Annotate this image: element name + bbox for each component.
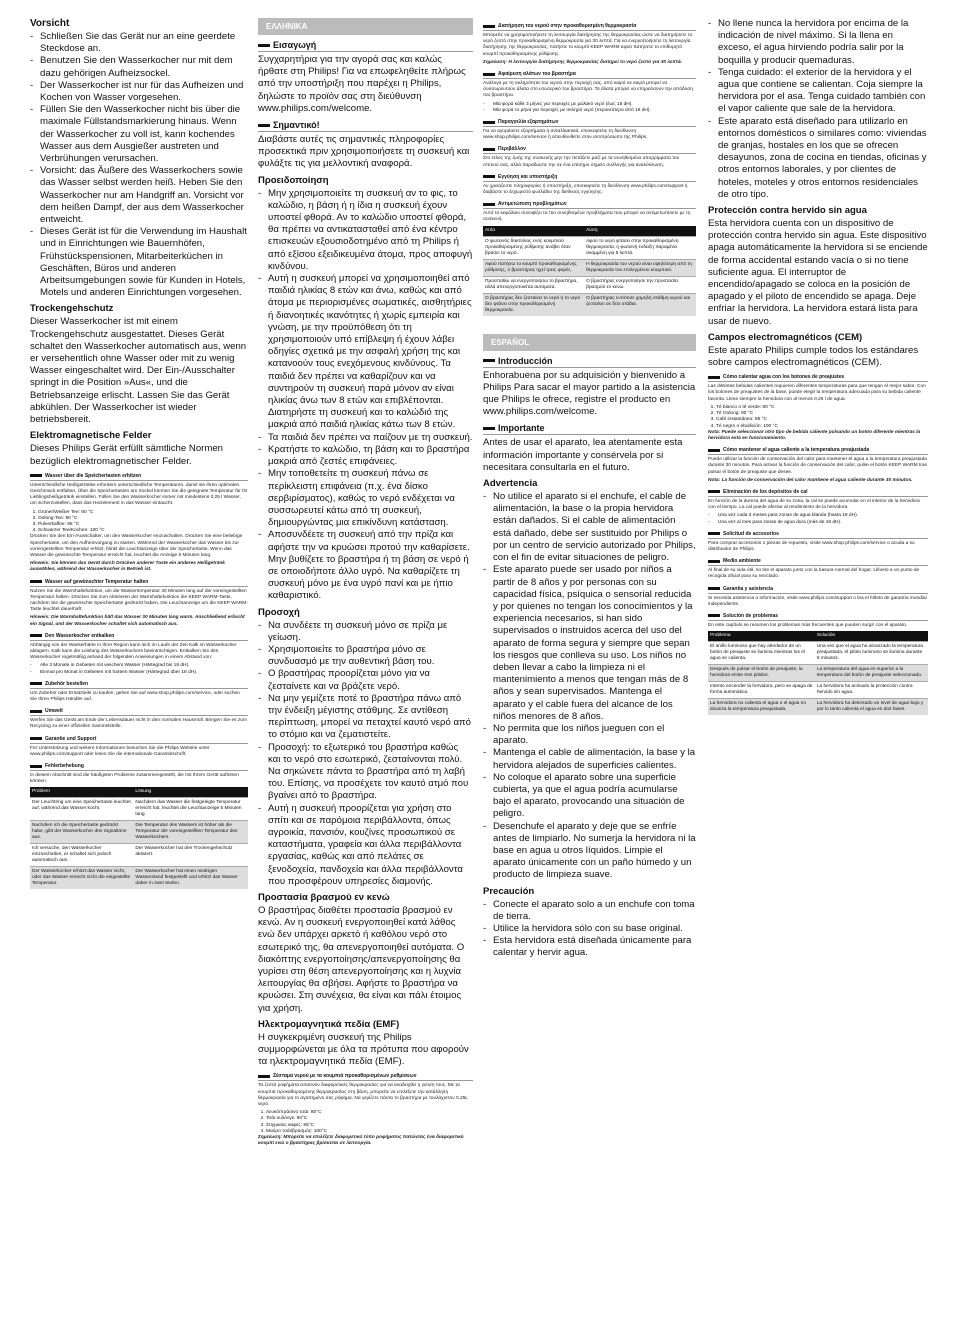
column-greek [258, 18, 473, 1149]
list-item: - Αποσυνδέετε τη συσκευή από την πρίζα και αφήστε την να κρυώσει προτού την καθαρίσετε. Μην βυθίζετε το βραστήρα ή τη βάση σε νερό ή σε οποιοδήποτε άλλο υγρό. Να καθαρίζετε τη συσκευή μόνο με ένα υγρό πανί και με ήπιο καθαριστικό. [258, 529, 473, 602]
list-item: 4. Μαύρο τσάι/βρασμός: 100°C [266, 1129, 473, 1135]
descale-list [708, 513, 928, 525]
section-text: En función de la dureza del agua de su zona, la cal se puede acumular en el interior de la hervidora con el tiempo. La cal puede afectar al rendimiento de la hervidora. [708, 498, 920, 511]
list-item: - No permita que los niños jueguen con el aparato. [483, 723, 696, 747]
list-item: 2. Té Oolong: 90 °C [716, 411, 928, 417]
intro-text: Συγχαρητήρια για την αγορά σας και καλώς ήρθατε στη Philips! Για να επωφεληθείτε πλήρως από την υποστήριξη που παρέχει η Philips, δηλώστε το προϊόν σας στη διεύθυνση www.philips.com/welcome. [258, 54, 466, 114]
section-bar: Παραγγελία εξαρτημάτων [483, 119, 696, 127]
section-text: Al final de su vida útil, no tire el aparato junto con la basura normal del hogar. Llévelo a un punto de recogida oficial para su reciclado. [708, 568, 920, 580]
section-text: Abhängig von der Wasserhärte in Ihrer Region kann sich im Laufe der Zeit Kalk im Wasserkocher ablagern. Kalk kann die Leistung des Wasserkochers beeinträchtigen. Entkalken Sie den Wasserkocher regelmäßig anhand der folgenden Anweisungen in einem Abstand von: [30, 642, 237, 661]
list-item: 3. Café instantáneo: 95 °C [716, 417, 928, 423]
emf-text: Η συγκεκριμένη συσκευή της Philips συμμορφώνεται με όλα τα πρότυπα που αφορούν τα ηλεκτρομαγνητικά πεδία (EMF). [258, 1031, 469, 1068]
list-item: - Vorsicht: das Äußere des Wasserkochers sowie das Wasser selbst werden heiß. Heben Sie den Wasserkocher nur am Handgriff an. Vorsicht vor dem heißen Dampf, der aus dem Wasserkocher entweicht. [30, 165, 248, 226]
troubleshooting-table [483, 226, 696, 316]
descale-list [30, 663, 248, 675]
section-bar: Solución de problemas [708, 613, 928, 621]
note: Nota: Puede seleccionar otro tipo de bebida caliente pulsando un botón diferente mientras la hervidora está en funcionamiento. [708, 429, 921, 441]
section-text: Στο τέλος της ζωής της συσκευής μην την πετάξετε μαζί με τα συνηθισμένα απορρίμματα του σπιτιού σας, αλλά παραδώστε την σε ένα επίσημο σημείο συλλογής για ανακύκλωση. [483, 156, 680, 168]
table-row: Αφού πατήσω το κουμπί προκαθορισμένης ρύθμισης, ο βραστήρας ηχεί τρεις φορές. Η θερμοκρασία του νερού είναι υψηλότερη από τη θερμοκρασία του επιλεγμένου κουμπιού. [483, 259, 696, 276]
table-row: Intento encender la hervidora, pero se apaga de forma automática. La hervidora ha activado la protección contra hervido sin agua. [708, 682, 928, 699]
trocken-heading: Trockengehschutz [30, 303, 114, 315]
list-item: - Κρατήστε το καλώδιο, τη βάση και το βραστήρα μακριά από ζεστές επιφάνειες. [258, 444, 473, 468]
list-item: - Ο βραστήρας προορίζεται μόνο για να ζεσταίνετε και να βράζετε νερό. [258, 668, 473, 692]
list-item: - Benutzen Sie den Wasserkocher nur mit dem dazu gehörigen Aufheizsockel. [30, 55, 248, 79]
list-item: - Τα παιδιά δεν πρέπει να παίζουν με τη συσκευή. [258, 432, 473, 444]
descale-list [483, 102, 696, 114]
section-bar: Garantie und Support [30, 736, 248, 744]
table-header: Problem [30, 787, 133, 798]
section-bar: Περιβάλλον [483, 146, 696, 154]
list-item: - Conecte el aparato solo a un enchufe con toma de tierra. [483, 899, 696, 923]
emf-text: Este aparato Philips cumple todos los estándares sobre campos electromagnéticos (CEM). [708, 344, 919, 369]
list-item: - Tenga cuidado: el exterior de la hervidora y el agua que contiene se calientan. Coja siempre la hervidora por el asa. Tenga cuidado también con el vapor caliente que sale de la hervidora. [708, 67, 928, 116]
list-item: 3. Στιγμιαίος καφές: 95°C [266, 1123, 473, 1129]
emf-heading: Elektromagnetische Felder [30, 430, 152, 442]
section-bar: Importante [483, 423, 696, 435]
section-bar: Garantía y asistencia [708, 586, 928, 594]
section-text: Si necesita asistencia o información, visite www.philips.com/support o lea el folleto de garantía mundial independiente. [708, 595, 927, 607]
list-item: - Dieses Gerät ist für die Verwendung im Haushalt und in Einrichtungen wie Bauernhöfen, Frühstückspensionen, Mitarbeiterküchen in Geschäften, Büros und anderen Arbeitsumgebungen sowie für Kunden in Hotels, Motels und anderen Einrichtungen vorgesehen. [30, 226, 248, 299]
caution-list-cont [708, 18, 928, 201]
section-bar: Eliminación de los depósitos de cal [708, 489, 928, 497]
section-text: Für Unterstützung und weitere Informationen besuchen Sie die Philips Website unter www.philips.com/support oder lesen Sie die internationale Garantieschrift. [30, 745, 210, 757]
list-item: - Μην χρησιμοποιείτε τη συσκευή αν το φις, το καλώδιο, η βάση ή η ίδια η συσκευή έχουν υποστεί φθορά. Αν το καλώδιο υποστεί φθορά, θα πρέπει να αντικατασταθεί από ένα κέντρο επισκευών εξουσιοδοτημένο από τη Philips ή από εξίσου εξειδικευμένα άτομα, προς αποφυγή κινδύνου. [258, 188, 473, 273]
section-bar: Εγγύηση και υποστήριξη [483, 174, 696, 182]
section-bar: Fehlerbehebung [30, 763, 248, 771]
list-item: 1. Té blanco o té verde: 80 °C [716, 405, 928, 411]
table-header: Λύση [584, 226, 696, 237]
intro-text: Enhorabuena por su adquisición y bienvenido a Philips Para sacar el mayor partido a la asistencia que Philips le ofrece, registre el producto en www.philips.com/welcome. [483, 369, 696, 418]
language-band: ΕΛΛΗΝΙΚΑ [258, 18, 473, 35]
emf-heading: Ηλεκτρομαγνητικά πεδία (EMF) [258, 1018, 400, 1030]
section-text: In diesem Abschnitt sind die häufigsten Probleme zusammengestellt, die mit Ihrem Gerät auftreten können. [30, 773, 239, 785]
temperature-list [708, 405, 928, 430]
column-greek-spanish [483, 18, 696, 960]
list-item: - Προσοχή: το εξωτερικό του βραστήρα καθώς και το νερό στο εσωτερικό, ζεσταίνονται πολύ. Να σηκώνετε πάντα το βραστήρα από τη λαβή του. Επίσης, να προσέχετε τον καυτό ατμό που βγαίνει από το βραστήρα. [258, 742, 473, 803]
section-text: Puede utilizar la función de conservación del calor para mantener el agua a la temperatura preajustada durante 30 minutos. Para activar la función de conservación del calor, pulse el botón KEEP WARM tras pulsar el botón de preajuste que desee. [708, 457, 927, 475]
list-item: - Να μην γεμίζετε ποτέ το βραστήρα πάνω από την ένδειξη μέγιστης στάθμης. Σε αντίθεση περίπτωση, μπορεί να πεταχτεί καυτό νερό από το στόμιο και να ζεματιστείτε. [258, 693, 473, 742]
temperature-list [258, 1110, 473, 1135]
section-text: Αν χρειάζεστε πληροφορίες ή υποστήριξη, επισκεφτείτε τη διεύθυνση www.philips.com/support ή διαβάστε το ξεχωριστό φυλλάδιο της διεθνούς εγγύησης. [483, 183, 688, 196]
table-row: Nachdem ich die Speichertaste gedrückt habe, gibt der Wasserkocher drei Signaltöne aus. Die Temperatur des Wassers ist höher als die Temperatur der voreingestellten Temperatur des Wasserkochers. [30, 821, 248, 844]
emf-text: Dieses Philips Gerät erfüllt sämtliche Normen bezüglich elektromagnetischer Felder. [30, 443, 224, 467]
dry-boil-text: Ο βραστήρας διαθέτει προστασία βρασμού εν κενώ. Αν η συσκευή ενεργοποιηθεί κατά λάθος ενώ δεν υπάρχει αρκετό ή καθόλου νερό στο εσωτερικό της, θα απενεργοποιηθεί αυτόματα. Ο διακόπτης ενεργοποίησης/απενεργοποίησης θα γυρίσει στη θέση απενεργοποίησης και η λυχνία λειτουργίας θα σβήσει. Αφήστε το βραστήρα να κρυώσει. Στη συνέχεια, θα είναι και πάλι έτοιμος για χρήση. [258, 905, 465, 1014]
note: Σημείωση: Μπορείτε να επιλέξετε διαφορετικό τύπο ροφήματος πατώντας ένα διαφορετικό κουμπί ενώ ο βραστήρας βρίσκεται σε λειτουργία. [258, 1135, 464, 1147]
vorsicht-list [30, 31, 248, 299]
table-header: Lösung [133, 787, 248, 798]
troubleshooting-table [708, 631, 928, 715]
list-item: - Una vez al mes para zonas de agua dura (más de 18 dH). [708, 520, 928, 526]
section-text: Um Zubehör oder Ersatzteile zu kaufen, gehen Sie auf www.shop.philips.com/service, oder suchen Sie Ihren Philips Händler auf. [30, 690, 240, 702]
section-text: Las distintas bebidas calientes requieren diferentes temperaturas para que tengan el mejor sabor. Con los botones de preajustes de la base, puede elegir la temperatura adecuada para su bebida caliente favorita. Llene siempre la hervidora con al menos 0,25 l de agua. [708, 384, 926, 402]
warning-heading: Προειδοποίηση [258, 174, 329, 186]
section-bar: Εισαγωγή [258, 40, 473, 52]
caution-list [258, 620, 473, 888]
list-item: - Αυτή η συσκευή μπορεί να χρησιμοποιηθεί από παιδιά ηλικίας 8 ετών και άνω, καθώς και από άτομα με περιορισμένες σωματικές, αισθητήριες ή διανοητικές ικανότητες ή χωρίς εμπειρία και γνώση, με την προϋπόθεση ότι τη χρησιμοποιούν υπό επίβλεψη ή έχουν λάβει οδηγίες σχετικά με την ασφαλή χρήση της και κατανοούν τους ενεχόμενους κινδύνους. Τα παιδιά δεν πρέπει να καθαρίζουν και να συντηρούν τη συσκευή παρά μόνον αν είναι ηλικίας άνω των 8 ετών και επιβλέπονται. Διατηρήστε τη συσκευή και το καλώδιό της μακριά από παιδιά ηλικίας κάτω των 8 ετών. [258, 273, 473, 432]
list-item: - Esta hervidora está diseñada únicamente para calentar y hervir agua. [483, 935, 696, 959]
warning-heading: Advertencia [483, 478, 538, 490]
vorsicht-heading: Vorsicht [30, 18, 70, 29]
list-item: 1. Grüner/Weißer Tee: 80 °C [38, 510, 248, 516]
list-item: 1. Λευκό/πράσινο τσάι: 80°C [266, 1110, 473, 1116]
list-item: - Utilice la hervidora sólo con su base original. [483, 923, 696, 935]
section-bar: Σημαντικό! [258, 120, 473, 132]
list-item: - Μία φορά το μήνα για περιοχές με σκληρό νερό (περισσότερο από 18 dH). [483, 108, 696, 114]
section-text: Unterschiedliche Heißgetränke erfordern unterschiedliche Temperaturen, damit sie ihren optimalen Geschmack entfalten. Über die Speichertasten am Sockel können Sie die geeignete Temperatur für Ihr Lieblingsheißgetränk einstellen. Füllen Sie den Wasserkocher immer mit mindestens 0,25 l Wasser, um sicherzustellen, dass das Heizelement in das Wasser eintaucht. [30, 482, 248, 507]
list-item: - Füllen Sie den Wasserkocher nicht bis über die maximale Füllstandsmarkierung hinaus. Wenn der Wasserkocher zu voll ist, kann kochendes Wasser aus dem Ausgießer austreten und Verbrühungen verursachen. [30, 104, 248, 165]
table-row: La hervidora no calienta el agua o el agua no alcanza la temperatura preajustada. La hervidora ha detectado un nivel de agua bajo y por lo tanto calienta el agua en dos fases. [708, 699, 928, 716]
list-item: 2. Oolong-Tee: 90 °C [38, 516, 248, 522]
trocken-text: Dieser Wasserkocher ist mit einem Trockengehschutz ausgestattet. Dieses Gerät schaltet den Wasserkocher automatisch aus, wenn er versehentlich ohne Wasser oder mit zu wenig Wasser eingeschaltet wird. Der Ein-/Ausschalter springt in die Position »Aus«, und die Betriebsanzeige erlischt. Lassen Sie das Gerät abkühlen. Der Wasserkocher ist wieder betriebsbereit. [30, 316, 247, 426]
language-band: ESPAÑOL [483, 334, 696, 351]
troubleshooting-table [30, 787, 248, 889]
section-text: Μπορείτε να χρησιμοποιήσετε τη λειτουργία διατήρησης της θερμοκρασίας ώστε να διατηρήσετε το νερό ζεστό στην προκαθορισμένη θερμοκρασία για 30 λεπτά. Για να ενεργοποιήσετε τη λειτουργία διατήρησης της θερμοκρασίας, πατήστε το κουμπί KEEP WARM αφού πατήσετε το επιθυμητό κουμπί προκαθορισμένης ρύθμισης. [483, 33, 693, 57]
important-text: Antes de usar el aparato, lea atentamente esta información importante y consérvela por si necesitara consultarla en el futuro. [483, 437, 683, 473]
table-header: Problema [708, 631, 815, 642]
list-item: 2. Τσάι ουλόνγκ: 90°C [266, 1116, 473, 1122]
table-row: Ο φωτεινός δακτύλιος ενός κουμπιού προκαθορισμένης ρύθμισης ανάβει όταν βράσει το νερό. Αφού το νερό φτάσει στην προκαθορισμένη θερμοκρασία, η φωτεινή ένδειξη παραμένει αναμμένη για 5 λεπτά. [483, 236, 696, 259]
list-item: - No llene nunca la hervidora por encima de la indicación de nivel máximo. Si la llena en exceso, el agua hirviendo podría salir por la boquilla y producir quemaduras. [708, 18, 928, 67]
section-text: En este capítulo se resumen los problemas más frecuentes que pueden surgir con el aparato. [708, 622, 908, 628]
list-item: - Αυτή η συσκευή προορίζεται για χρήση στο σπίτι και σε παρόμοια περιβάλλοντα, όπως αγροικία, πανσιόν, κουζίνες προσωπικού σε καταστήματα, γραφεία και άλλα περιβάλλοντα εργασίας, καθώς και από πελάτες σε ξενοδοχεία, πανδοχεία και άλλα περιβάλλοντα που προσφέρουν υπηρεσίες διαμονής. [258, 803, 473, 888]
section-bar: Cómo calentar agua con los botones de preajustes [708, 374, 928, 382]
table-header: Solución [815, 631, 928, 642]
list-item: 4. Schwarzer Tee/Kochen: 100 °C [38, 528, 248, 534]
table-row: Der Wasserkocher erhitzt das Wasser nicht, oder das Wasser erreicht nicht die eingestellte Temperatur. Der Wasserkocher hat einen niedrigen Wasserstand festgestellt und erhitzt das Wasser daher in zwei Stufen. [30, 867, 248, 890]
list-item: - Desenchufe el aparato y deje que se enfríe antes de limpiarlo. No sumerja la hervidora ni la base en agua u otros líquidos. Limpie el aparato únicamente con un paño húmedo y un producto de limpieza suave. [483, 821, 696, 882]
list-item: 4. Té negro o ebullición: 100 °C [716, 424, 928, 430]
temperature-list [30, 510, 248, 535]
list-item: - Einmal pro Monat in Gebieten mit hartem Wasser (Härtegrad über 18 dH). [30, 670, 248, 676]
emf-heading: Campos electromagnéticos (CEM) [708, 331, 863, 343]
caution-heading: Precaución [483, 885, 535, 897]
table-row: Ich versuche, den Wasserkocher einzuschalten, er schaltet sich jedoch automatisch aus. Der Wasserkocher hat den Trockengehschutz aktiviert. [30, 844, 248, 867]
list-item: - No coloque el aparato sobre una superficie cubierta, ya que el agua podría acumularse bajo el aparato, provocando una situación de peligro. [483, 772, 696, 821]
section-bar: Umwelt [30, 708, 248, 716]
table-row: El anillo luminoso que hay alrededor de un botón de preajuste se ilumina mientras los el agua se calienta. Una vez que el agua ha alcanzado la temperatura preajustada, el piloto luminoso se ilumina durante 5 minutos. [708, 642, 928, 665]
list-item: - Χρησιμοποιείτε το βραστήρα μόνο σε συνδυασμό με την αυθεντική βάση του. [258, 644, 473, 668]
dry-boil-heading: Προστασία βρασμού εν κενώ [258, 892, 390, 903]
dry-boil-heading: Protección contra hervido sin agua [708, 205, 867, 217]
section-bar: Introducción [483, 356, 696, 368]
note: Hinweis: Sie können das Gerät durch Drücken anderer Taste ein anderes Heißgetränk auswählen, während der Wasserkocher in Betrieb ist. [30, 561, 225, 573]
section-bar: Medio ambiente [708, 558, 928, 566]
section-bar: Αφαίρεση αλάτων του βραστήρα [483, 71, 696, 79]
list-item: - Μην τοποθετείτε τη συσκευή πάνω σε περίκλειστη επιφάνεια (π.χ. ένα δίσκο σερβιρίσματος), καθώς το νερό ενδέχεται να συσσωρευτεί κάτω από τη συσκευή, δημιουργώντας μια επικίνδυνη κατάσταση. [258, 468, 473, 529]
note: Hinweis: Die Warmhaltefunktion hält das Wasser 30 Minuten lang warm. Anschließend erlischt ein Signal, und der Wasserkocher schaltet sich automatisch aus. [30, 615, 245, 627]
list-item: - Este aparato puede ser usado por niños a partir de 8 años y por personas con su capacidad física, psíquica o sensorial reducida y por quienes no tengan los conocimientos y la experiencia necesarios, si han sido supervisados o instruidos acerca del uso del aparato de forma segura y siempre que sepan los riesgos que conlleva su uso. Los niños no deben llevar a cabo la limpieza ni el mantenimiento a menos que tengan más de 8 años y sean supervisados. Mantenga el aparato y el cable fuera del alcance de los niños menores de 8 años. [483, 564, 696, 723]
caution-heading: Προσοχή [258, 606, 300, 618]
list-item: - Schließen Sie das Gerät nur an eine geerdete Steckdose an. [30, 31, 248, 55]
section-bar: Solicitud de accesorios [708, 531, 928, 539]
list-item: - No utilice el aparato si el enchufe, el cable de alimentación, la base o la propia hervidora están dañados. Si el cable de alimentación está dañado, debe ser sustituido por Philips o por un centro de servicio autorizado por Philips, con el fin de evitar situaciones de peligro. [483, 491, 696, 564]
note: Σημείωση: Η λειτουργία διατήρησης θερμοκρασίας διατηρεί το νερό ζεστό για 30 λεπτά. [483, 59, 683, 65]
list-item: - Mantenga el cable de alimentación, la base y la hervidora alejados de superficies calientes. [483, 747, 696, 771]
list-item: - Una vez cada 3 meses para zonas de agua blanda (hasta 18 dH). [708, 513, 928, 519]
section-text: Τα ζεστά ροφήματα απαιτούν διαφορετικές θερμοκρασίες για να αναδειχθεί η γεύση τους. Με τα κουμπιά προκαθορισμένης θερμοκρασίας στη βάση, μπορείτε να επιλέξετε την κατάλληλη θερμοκρασία για το αγαπημένο σας ρόφημα. Να γεμίζετε πάντα το βραστήρα με τουλάχιστον 0,25L νερό. [258, 1083, 468, 1108]
table-row: Ο βραστήρας δεν ζεσταίνει το νερό ή το νερό δεν φτάνει στην προκαθορισμένη θερμοκρασία. Ο βραστήρας εντόπισε χαμηλή στάθμη νερού και ζεσταίνει σε δύο στάδια. [483, 293, 696, 316]
list-item: 3. Pulverkaffee: 95 °C [38, 522, 248, 528]
column-spanish [708, 18, 928, 715]
list-item: - Der Wasserkocher ist nur für das Aufheizen und Kochen von Wasser vorgesehen. [30, 80, 248, 104]
table-row: Der Leuchtring um eine Speichertaste leuchtet auf, während das Wasser kocht. Nachdem das Wasser die festgelegte Temperatur erreicht hat, leuchtet die Leuchtanzeige 5 Minuten lang. [30, 798, 248, 821]
warning-list [258, 188, 473, 603]
section-text: Nutzen Sie die Warmhaltefunktion, um die Wassertemperatur 30 Minuten lang auf der voreingestellten Temperatur halten. Drücken Sie zum Aktivieren der Warmhaltefunktion die KEEP WARM-Taste, nachdem Sie die gewünschte Speichertaste gedrückt haben. Die Leuchtanzeige um die KEEP WARM-Taste leuchtet dauerhaft. [30, 588, 248, 613]
note: Nota: La función de conservación del calor mantiene el agua caliente durante 30 minutos. [708, 477, 913, 483]
section-text: Ανάλογα με τη σκληρότητα του νερού στην περιοχή σας, από καιρό σε καιρό μπορεί να συσσωρευτούν άλατα στο εσωτερικό του βραστήρα. Τα άλατα μπορεί να επηρεάσουν την απόδοση του βραστήρα. [483, 81, 693, 99]
section-text: Drücken Sie den Ein-/Ausschalter, um den Wasserkocher einzuschalten. Drücken Sie eine beliebige Speichertaste, um den Aufheizvorgang zu starten. Während der Wasserkocher das Wasser bis zur voreingestellten Temperatur erhitzt, blinkt die Leuchtanzeige über der Speichertaste. Wenn das Wasser die gewünschte Temperatur erreicht hat, leuchtet die Anzeige 5 Minuten lang. [30, 534, 243, 558]
section-bar: Ζέσταμα νερού με τα κουμπιά προκαθορισμένων ρυθμίσεων [258, 1073, 473, 1081]
section-text: Αυτό το κεφάλαιο συνοψίζει τα πιο συνηθισμένα προβλήματα που μπορεί να αντιμετωπίσετε με τη συσκευή. [483, 211, 691, 223]
table-row: Después de pulsar el botón de preajuste, la hervidora emite tres pitidos. La temperatura del agua es superior a la temperatura del botón de preajuste seleccionado. [708, 665, 928, 682]
warning-list [483, 491, 696, 882]
table-row: Προσπαθώ να ενεργοποιήσω το βραστήρα, αλλά απενεργοποιείται αυτόματα. Ο βραστήρας ενεργοποίησε την προστασία βρασμού εν κενώ. [483, 276, 696, 293]
section-bar: Αντιμετώπιση προβλημάτων [483, 201, 696, 209]
list-item: - Μία φορά κάθε 3 μήνες για περιοχές με μαλακό νερό (έως 18 dH). [483, 102, 696, 108]
caution-list [483, 899, 696, 960]
section-bar: Cómo mantener el agua caliente a la temperatura preajustada [708, 447, 928, 455]
section-text: Werfen Sie das Gerät am Ende der Lebensdauer nicht in den normalen Hausmüll. Bringen Sie es zum Recycling zu einer offiziellen Sammelstelle. [30, 718, 247, 730]
section-bar: Διατήρηση του νερού στην προκαθορισμένη θερμοκρασία [483, 23, 696, 31]
list-item: - Να συνδέετε τη συσκευή μόνο σε πρίζα με γείωση. [258, 620, 473, 644]
important-text: Διαβάστε αυτές τις σημαντικές πληροφορίες προσεκτικά πριν χρησιμοποιήσετε τη συσκευή και φυλάξτε τις για μελλοντική αναφορά. [258, 134, 470, 170]
section-bar: Zubehör bestellen [30, 681, 248, 689]
table-header: Αιτία [483, 226, 584, 237]
section-bar: Wasser über die Speichertasten erhitzen [30, 473, 248, 481]
section-text: Para comprar accesorios o piezas de repuesto, visite www.shop.philips.com/service o acuda a su distribuidor de Philips. [708, 540, 915, 552]
column-german [30, 18, 248, 889]
section-text: Για να αγοράσετε εξαρτήματα ή ανταλλακτικά, επισκεφτείτε τη διεύθυνση www.shop.philips.com/service ή απευθυνθείτε στον αντιπρόσωπο της Philips. [483, 129, 648, 141]
section-bar: Den Wasserkocher entkalken [30, 633, 248, 641]
section-bar: Wasser auf gewünschter Temperatur halten [30, 579, 248, 587]
list-item: - Alle 3 Monate in Gebieten mit weichem Wasser (Härtegrad bis 18 dH). [30, 663, 248, 669]
list-item: - Este aparato está diseñado para utilizarlo en entornos domésticos o similares como: viviendas de granjas, hostales en los que se ofrecen desayunos, zona de cocina en tiendas, oficinas y otros entornos laborales, y por clientes de hoteles, moteles y otros entornos residenciales de otro tipo. [708, 116, 928, 201]
dry-boil-text: Esta hervidora cuenta con un dispositivo de protección contra hervido sin agua. Este dispositivo apaga automáticamente la hervidora si se enciende de forma accidental estando vacía o si no tiene suficiente agua. El interruptor de encendido/apagado se coloca en la posición de apagado y el piloto de encendido se apaga. Deje enfriar la hervidora. La hervidora estará lista para usar de nuevo. [708, 218, 928, 327]
